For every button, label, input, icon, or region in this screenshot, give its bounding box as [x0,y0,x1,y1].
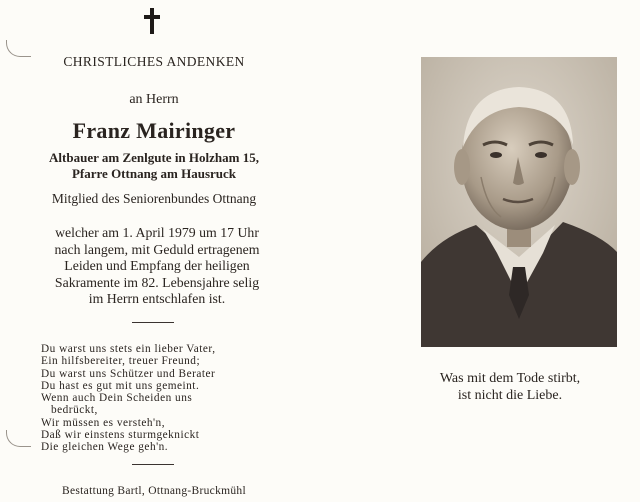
punch-hole-mark [6,430,31,447]
poem-line: Ein hilfsbereiter, treuer Freund; [41,355,201,368]
poem-line: Wir müssen es versteh'n, [41,416,166,429]
deceased-name: Franz Mairinger [72,118,236,143]
dedication-text: an Herrn [129,92,179,107]
cross-icon [144,8,160,34]
bio-line: welcher am 1. April 1979 um 17 Uhr [55,225,259,240]
bio-line: nach langem, mit Geduld ertragenem [54,241,260,257]
poem-line: Die gleichen Wege geh'n. [41,441,169,454]
poem-line: Du warst uns stets ein lieber Vater, [41,343,216,355]
bio-line: Sakramente im 82. Lebensjahre selig [54,274,260,290]
poem-line: Wenn auch Dein Scheiden uns [41,392,193,405]
divider [132,464,174,465]
poem [41,343,301,454]
motto-line: Was mit dem Tode stirbt, [439,371,581,386]
bio-line: Leiden und Empfang der heiligen [64,258,250,273]
portrait-photo [421,57,617,347]
occupation-line: Pfarre Ottnang am Hausruck [71,166,237,181]
motto [400,370,620,404]
poem-line: Du warst uns Schützer und Berater [41,367,216,380]
membership-text: Mitglied des Seniorenbundes Ottnang [51,191,257,206]
occupation [14,150,294,182]
funeral-home: Bestattung Bartl, Ottnang-Bruckmühl [62,485,246,497]
poem-line: Daß wir einstens sturmgeknickt [41,429,200,442]
occupation-line: Altbauer am Zenlgute in Holzham 15, [49,150,259,165]
biography [14,225,300,308]
motto-line: ist nicht die Liebe. [457,388,563,403]
divider [132,322,174,323]
poem-line: bedrückt, [51,404,98,417]
card-heading: CHRISTLICHES ANDENKEN [63,54,245,69]
poem-line: Du hast es gut mit uns gemeint. [41,379,200,392]
bio-line: im Herrn entschlafen ist. [88,291,226,306]
